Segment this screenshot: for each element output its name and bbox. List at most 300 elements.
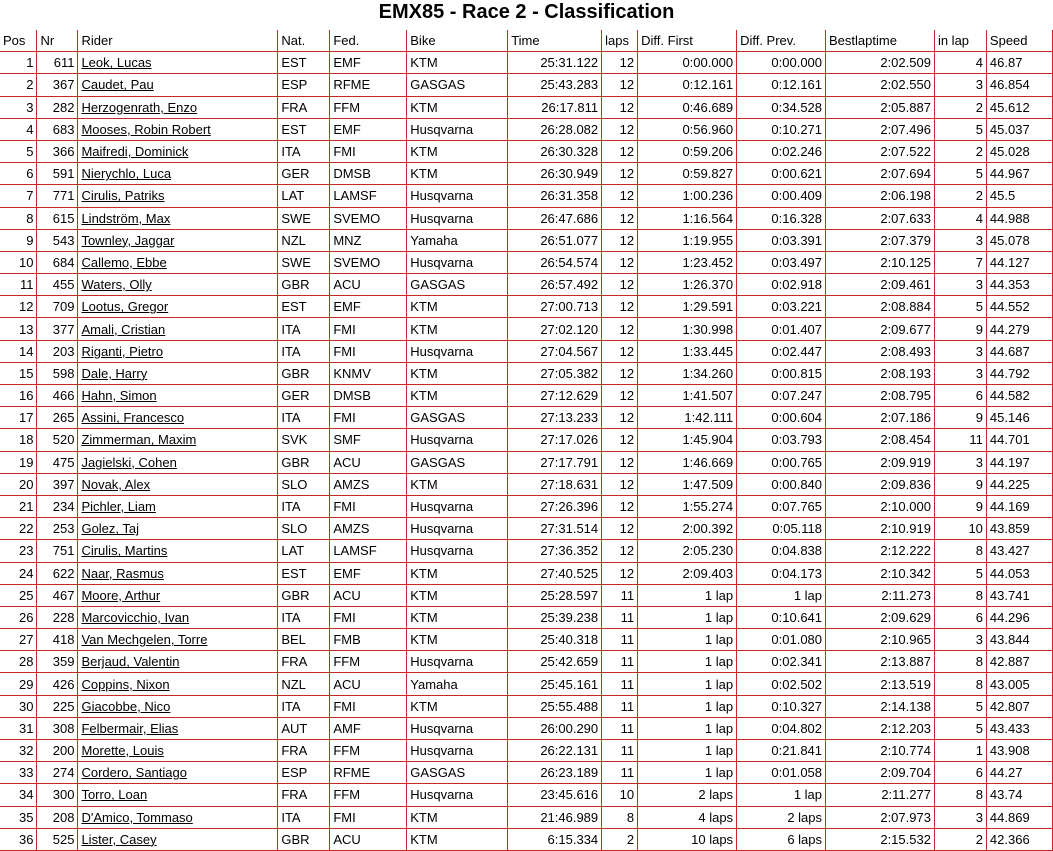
time-cell: 26:54.574 (508, 251, 602, 273)
rider-link[interactable]: Van Mechgelen, Torre (81, 632, 208, 648)
nr-cell: 591 (37, 163, 78, 185)
rider-link[interactable]: Townley, Jaggar (81, 232, 175, 248)
nat-cell: SLO (278, 473, 330, 495)
fed-cell: KNMV (330, 362, 407, 384)
fed-cell: FMI (330, 407, 407, 429)
in-lap-cell: 5 (934, 695, 986, 717)
rider-link[interactable]: Morette, Louis (81, 743, 164, 759)
laps-cell: 10 (602, 784, 638, 806)
diff-prev-cell: 0:04.838 (737, 540, 826, 562)
rider-link[interactable]: Berjaud, Valentin (81, 654, 180, 670)
rider-cell (78, 540, 278, 562)
speed-cell: 44.353 (986, 274, 1052, 296)
bestlaptime-cell: 2:15.532 (826, 828, 935, 850)
diff-first-cell: 1:47.509 (638, 473, 737, 495)
rider-cell (78, 140, 278, 162)
in-lap-cell: 3 (934, 629, 986, 651)
nat-cell: AUT (278, 717, 330, 739)
diff-first-cell: 0:59.827 (638, 163, 737, 185)
bestlaptime-cell: 2:12.222 (826, 540, 935, 562)
table-row (0, 629, 1053, 651)
laps-cell: 12 (602, 429, 638, 451)
diff-prev-cell: 0:02.502 (737, 673, 826, 695)
pos-cell: 24 (0, 562, 37, 584)
bike-cell: KTM (407, 140, 508, 162)
table-row (0, 651, 1053, 673)
rider-cell (78, 762, 278, 784)
diff-prev-cell: 1 lap (737, 784, 826, 806)
nr-cell: 234 (37, 495, 78, 517)
rider-link[interactable]: Novak, Alex (81, 476, 151, 492)
pos-cell: 2 (0, 74, 37, 96)
fed-cell: MNZ (330, 229, 407, 251)
speed-cell: 45.028 (986, 140, 1052, 162)
table-row (0, 762, 1053, 784)
nat-cell: ITA (278, 695, 330, 717)
diff-first-cell: 1 lap (638, 606, 737, 628)
nat-cell: GBR (278, 451, 330, 473)
speed-cell: 43.433 (986, 717, 1052, 739)
speed-cell: 45.146 (986, 407, 1052, 429)
nat-cell: SLO (278, 518, 330, 540)
nat-cell: ITA (278, 340, 330, 362)
nat-cell: EST (278, 52, 330, 74)
rider-cell (78, 163, 278, 185)
bike-cell: GASGAS (407, 451, 508, 473)
rider-link[interactable]: Torro, Loan (81, 787, 148, 803)
fed-cell: DMSB (330, 385, 407, 407)
nr-cell: 274 (37, 762, 78, 784)
diff-first-cell: 1:29.591 (638, 296, 737, 318)
fed-cell: ACU (330, 828, 407, 850)
nr-cell: 615 (37, 207, 78, 229)
laps-cell: 11 (602, 673, 638, 695)
bestlaptime-cell: 2:12.203 (826, 717, 935, 739)
table-row (0, 828, 1053, 850)
diff-first-cell: 1:42.111 (638, 407, 737, 429)
rider-link[interactable]: Zimmerman, Maxim (81, 432, 197, 448)
diff-first-cell: 1:55.274 (638, 495, 737, 517)
rider-cell (78, 385, 278, 407)
pos-cell: 20 (0, 473, 37, 495)
time-cell: 26:30.949 (508, 163, 602, 185)
time-cell: 26:28.082 (508, 118, 602, 140)
in-lap-cell: 4 (934, 207, 986, 229)
time-cell: 27:40.525 (508, 562, 602, 584)
bestlaptime-cell: 2:02.550 (826, 74, 935, 96)
rider-cell (78, 828, 278, 850)
diff-prev-cell: 2 laps (737, 806, 826, 828)
pos-cell: 34 (0, 784, 37, 806)
col-header-fed: Fed. (330, 30, 407, 52)
time-cell: 26:31.358 (508, 185, 602, 207)
fed-cell: FMB (330, 629, 407, 651)
time-cell: 27:12.629 (508, 385, 602, 407)
rider-link[interactable]: Amali, Cristian (81, 321, 166, 337)
rider-cell (78, 340, 278, 362)
time-cell: 21:46.989 (508, 806, 602, 828)
nat-cell: LAT (278, 185, 330, 207)
bike-cell: KTM (407, 296, 508, 318)
rider-link[interactable]: Mooses, Robin Robert (81, 121, 211, 137)
time-cell: 26:17.811 (508, 96, 602, 118)
nr-cell: 520 (37, 429, 78, 451)
laps-cell: 12 (602, 52, 638, 74)
table-row (0, 784, 1053, 806)
bike-cell: KTM (407, 318, 508, 340)
diff-prev-cell: 0:02.918 (737, 274, 826, 296)
rider-link[interactable]: Waters, Olly (81, 277, 152, 293)
nat-cell: EST (278, 296, 330, 318)
diff-prev-cell: 0:21.841 (737, 740, 826, 762)
nat-cell: ITA (278, 495, 330, 517)
fed-cell: ACU (330, 584, 407, 606)
laps-cell: 12 (602, 185, 638, 207)
bestlaptime-cell: 2:08.193 (826, 362, 935, 384)
in-lap-cell: 7 (934, 251, 986, 273)
bestlaptime-cell: 2:09.461 (826, 274, 935, 296)
rider-link[interactable]: Jagielski, Cohen (81, 454, 177, 470)
in-lap-cell: 2 (934, 828, 986, 850)
rider-link[interactable]: Felbermair, Elias (81, 720, 179, 736)
diff-first-cell: 1 lap (638, 717, 737, 739)
diff-prev-cell: 0:00.840 (737, 473, 826, 495)
rider-cell (78, 251, 278, 273)
rider-link[interactable]: Dale, Harry (81, 365, 148, 381)
diff-prev-cell: 0:02.341 (737, 651, 826, 673)
bike-cell: Husqvarna (407, 740, 508, 762)
bike-cell: KTM (407, 362, 508, 384)
col-header-nat: Nat. (278, 30, 330, 52)
pos-cell: 18 (0, 429, 37, 451)
fed-cell: AMZS (330, 473, 407, 495)
rider-link[interactable]: Pichler, Liam (81, 499, 156, 515)
diff-first-cell: 0:56.960 (638, 118, 737, 140)
fed-cell: FFM (330, 96, 407, 118)
diff-first-cell: 1:30.998 (638, 318, 737, 340)
nat-cell: FRA (278, 96, 330, 118)
bestlaptime-cell: 2:07.633 (826, 207, 935, 229)
in-lap-cell: 10 (934, 518, 986, 540)
in-lap-cell: 2 (934, 185, 986, 207)
speed-cell: 43.005 (986, 673, 1052, 695)
rider-link[interactable]: Cordero, Santiago (81, 765, 187, 781)
rider-link[interactable]: Marcovicchio, Ivan (81, 609, 190, 625)
nr-cell: 359 (37, 651, 78, 673)
nr-cell: 225 (37, 695, 78, 717)
rider-cell (78, 74, 278, 96)
nr-cell: 525 (37, 828, 78, 850)
diff-prev-cell: 0:03.497 (737, 251, 826, 273)
nat-cell: GBR (278, 584, 330, 606)
bike-cell: KTM (407, 562, 508, 584)
nr-cell: 467 (37, 584, 78, 606)
rider-link[interactable]: Lootus, Gregor (81, 299, 169, 315)
col-header-bike: Bike (407, 30, 508, 52)
laps-cell: 12 (602, 340, 638, 362)
in-lap-cell: 8 (934, 540, 986, 562)
rider-link[interactable]: D'Amico, Tommaso (81, 809, 193, 825)
rider-link[interactable]: Lister, Casey (81, 831, 157, 847)
table-row (0, 495, 1053, 517)
bestlaptime-cell: 2:08.795 (826, 385, 935, 407)
table-row (0, 274, 1053, 296)
table-row (0, 318, 1053, 340)
bike-cell: GASGAS (407, 74, 508, 96)
nr-cell: 366 (37, 140, 78, 162)
rider-link[interactable]: Herzogenrath, Enzo (81, 99, 198, 115)
nr-cell: 598 (37, 362, 78, 384)
pos-cell: 23 (0, 540, 37, 562)
in-lap-cell: 4 (934, 52, 986, 74)
nat-cell: GBR (278, 828, 330, 850)
speed-cell: 44.582 (986, 385, 1052, 407)
laps-cell: 11 (602, 762, 638, 784)
diff-first-cell: 1:34.260 (638, 362, 737, 384)
diff-first-cell: 2:09.403 (638, 562, 737, 584)
rider-link[interactable]: Moore, Arthur (81, 587, 161, 603)
speed-cell: 44.967 (986, 163, 1052, 185)
table-row (0, 96, 1053, 118)
laps-cell: 2 (602, 828, 638, 850)
rider-link[interactable]: Leok, Lucas (81, 55, 152, 71)
table-row (0, 473, 1053, 495)
table-row (0, 185, 1053, 207)
rider-link[interactable]: Coppins, Nixon (81, 676, 170, 692)
table-row (0, 362, 1053, 384)
bike-cell: KTM (407, 629, 508, 651)
diff-first-cell: 1:45.904 (638, 429, 737, 451)
rider-cell (78, 673, 278, 695)
rider-cell (78, 717, 278, 739)
diff-first-cell: 1 lap (638, 762, 737, 784)
rider-cell (78, 318, 278, 340)
nr-cell: 466 (37, 385, 78, 407)
diff-prev-cell: 0:02.246 (737, 140, 826, 162)
rider-cell (78, 562, 278, 584)
in-lap-cell: 9 (934, 407, 986, 429)
rider-link[interactable]: Caudet, Pau (81, 77, 154, 93)
time-cell: 23:45.616 (508, 784, 602, 806)
time-cell: 27:13.233 (508, 407, 602, 429)
bestlaptime-cell: 2:13.887 (826, 651, 935, 673)
nr-cell: 426 (37, 673, 78, 695)
diff-prev-cell: 6 laps (737, 828, 826, 850)
fed-cell: RFME (330, 74, 407, 96)
diff-first-cell: 1 lap (638, 673, 737, 695)
laps-cell: 12 (602, 274, 638, 296)
bike-cell: KTM (407, 828, 508, 850)
bike-cell: KTM (407, 52, 508, 74)
col-header-diff-first: Diff. First (638, 30, 737, 52)
rider-link[interactable]: Hahn, Simon (81, 388, 157, 404)
fed-cell: LAMSF (330, 185, 407, 207)
nat-cell: ITA (278, 140, 330, 162)
table-row (0, 385, 1053, 407)
pos-cell: 27 (0, 629, 37, 651)
results-body (0, 52, 1053, 851)
table-row (0, 562, 1053, 584)
time-cell: 27:18.631 (508, 473, 602, 495)
table-row (0, 740, 1053, 762)
nat-cell: NZL (278, 673, 330, 695)
rider-cell (78, 473, 278, 495)
rider-cell (78, 629, 278, 651)
diff-prev-cell: 0:00.621 (737, 163, 826, 185)
speed-cell: 44.27 (986, 762, 1052, 784)
in-lap-cell: 9 (934, 318, 986, 340)
nat-cell: EST (278, 118, 330, 140)
diff-first-cell: 1 lap (638, 629, 737, 651)
laps-cell: 12 (602, 74, 638, 96)
rider-link[interactable]: Golez, Taj (81, 521, 140, 537)
bestlaptime-cell: 2:09.919 (826, 451, 935, 473)
rider-link[interactable]: Riganti, Pietro (81, 343, 164, 359)
bike-cell: Husqvarna (407, 518, 508, 540)
in-lap-cell: 5 (934, 163, 986, 185)
bike-cell: KTM (407, 163, 508, 185)
in-lap-cell: 6 (934, 606, 986, 628)
time-cell: 27:05.382 (508, 362, 602, 384)
diff-first-cell: 1:19.955 (638, 229, 737, 251)
speed-cell: 43.74 (986, 784, 1052, 806)
in-lap-cell: 3 (934, 274, 986, 296)
col-header-rider: Rider (78, 30, 278, 52)
time-cell: 27:04.567 (508, 340, 602, 362)
diff-prev-cell: 0:00.765 (737, 451, 826, 473)
laps-cell: 12 (602, 229, 638, 251)
nat-cell: ITA (278, 806, 330, 828)
fed-cell: EMF (330, 562, 407, 584)
diff-first-cell: 1:23.452 (638, 251, 737, 273)
diff-first-cell: 1:41.507 (638, 385, 737, 407)
in-lap-cell: 5 (934, 562, 986, 584)
pos-cell: 14 (0, 340, 37, 362)
bike-cell: Husqvarna (407, 185, 508, 207)
speed-cell: 42.807 (986, 695, 1052, 717)
fed-cell: EMF (330, 52, 407, 74)
rider-link[interactable]: Cirulis, Patriks (81, 188, 165, 204)
in-lap-cell: 3 (934, 229, 986, 251)
table-row (0, 407, 1053, 429)
laps-cell: 12 (602, 96, 638, 118)
rider-link[interactable]: Callemo, Ebbe (81, 254, 167, 270)
speed-cell: 45.037 (986, 118, 1052, 140)
nr-cell: 228 (37, 606, 78, 628)
rider-link[interactable]: Nierychlo, Luca (81, 166, 172, 182)
bike-cell: KTM (407, 473, 508, 495)
nat-cell: GER (278, 163, 330, 185)
nr-cell: 367 (37, 74, 78, 96)
fed-cell: FMI (330, 495, 407, 517)
pos-cell: 28 (0, 651, 37, 673)
diff-first-cell: 1 lap (638, 651, 737, 673)
time-cell: 27:17.791 (508, 451, 602, 473)
fed-cell: SVEMO (330, 251, 407, 273)
speed-cell: 43.844 (986, 629, 1052, 651)
in-lap-cell: 2 (934, 96, 986, 118)
bestlaptime-cell: 2:07.694 (826, 163, 935, 185)
speed-cell: 44.053 (986, 562, 1052, 584)
time-cell: 27:31.514 (508, 518, 602, 540)
nat-cell: GBR (278, 274, 330, 296)
laps-cell: 12 (602, 362, 638, 384)
laps-cell: 12 (602, 451, 638, 473)
diff-prev-cell: 0:03.221 (737, 296, 826, 318)
laps-cell: 12 (602, 495, 638, 517)
table-row (0, 340, 1053, 362)
laps-cell: 12 (602, 407, 638, 429)
col-header-pos: Pos (0, 30, 37, 52)
laps-cell: 11 (602, 629, 638, 651)
bestlaptime-cell: 2:05.887 (826, 96, 935, 118)
table-row (0, 229, 1053, 251)
table-row (0, 52, 1053, 74)
table-row (0, 540, 1053, 562)
diff-prev-cell: 0:00.409 (737, 185, 826, 207)
bike-cell: KTM (407, 606, 508, 628)
laps-cell: 12 (602, 518, 638, 540)
laps-cell: 12 (602, 385, 638, 407)
in-lap-cell: 8 (934, 584, 986, 606)
nr-cell: 418 (37, 629, 78, 651)
rider-cell (78, 407, 278, 429)
pos-cell: 1 (0, 52, 37, 74)
rider-cell (78, 584, 278, 606)
bestlaptime-cell: 2:10.919 (826, 518, 935, 540)
rider-link[interactable]: Lindström, Max (81, 210, 171, 226)
rider-link[interactable]: Maifredi, Dominick (81, 144, 189, 160)
bestlaptime-cell: 2:07.522 (826, 140, 935, 162)
pos-cell: 13 (0, 318, 37, 340)
laps-cell: 12 (602, 318, 638, 340)
time-cell: 25:40.318 (508, 629, 602, 651)
rider-link[interactable]: Cirulis, Martins (81, 543, 168, 559)
rider-link[interactable]: Giacobbe, Nico (81, 698, 171, 714)
diff-prev-cell: 0:03.391 (737, 229, 826, 251)
bike-cell: Husqvarna (407, 784, 508, 806)
diff-prev-cell: 0:12.161 (737, 74, 826, 96)
speed-cell: 44.127 (986, 251, 1052, 273)
col-header-laps: laps (602, 30, 638, 52)
nat-cell: FRA (278, 740, 330, 762)
laps-cell: 11 (602, 717, 638, 739)
laps-cell: 8 (602, 806, 638, 828)
bike-cell: Husqvarna (407, 540, 508, 562)
rider-cell (78, 784, 278, 806)
speed-cell: 45.612 (986, 96, 1052, 118)
bike-cell: GASGAS (407, 762, 508, 784)
col-header-diff-prev: Diff. Prev. (737, 30, 826, 52)
pos-cell: 11 (0, 274, 37, 296)
table-row (0, 584, 1053, 606)
pos-cell: 17 (0, 407, 37, 429)
rider-link[interactable]: Assini, Francesco (81, 410, 185, 426)
time-cell: 27:17.026 (508, 429, 602, 451)
time-cell: 27:26.396 (508, 495, 602, 517)
speed-cell: 42.887 (986, 651, 1052, 673)
laps-cell: 12 (602, 473, 638, 495)
diff-first-cell: 0:59.206 (638, 140, 737, 162)
rider-link[interactable]: Naar, Rasmus (81, 565, 164, 581)
fed-cell: FFM (330, 651, 407, 673)
diff-first-cell: 2:05.230 (638, 540, 737, 562)
bestlaptime-cell: 2:09.677 (826, 318, 935, 340)
rider-cell (78, 52, 278, 74)
speed-cell: 46.87 (986, 52, 1052, 74)
in-lap-cell: 9 (934, 495, 986, 517)
fed-cell: EMF (330, 118, 407, 140)
